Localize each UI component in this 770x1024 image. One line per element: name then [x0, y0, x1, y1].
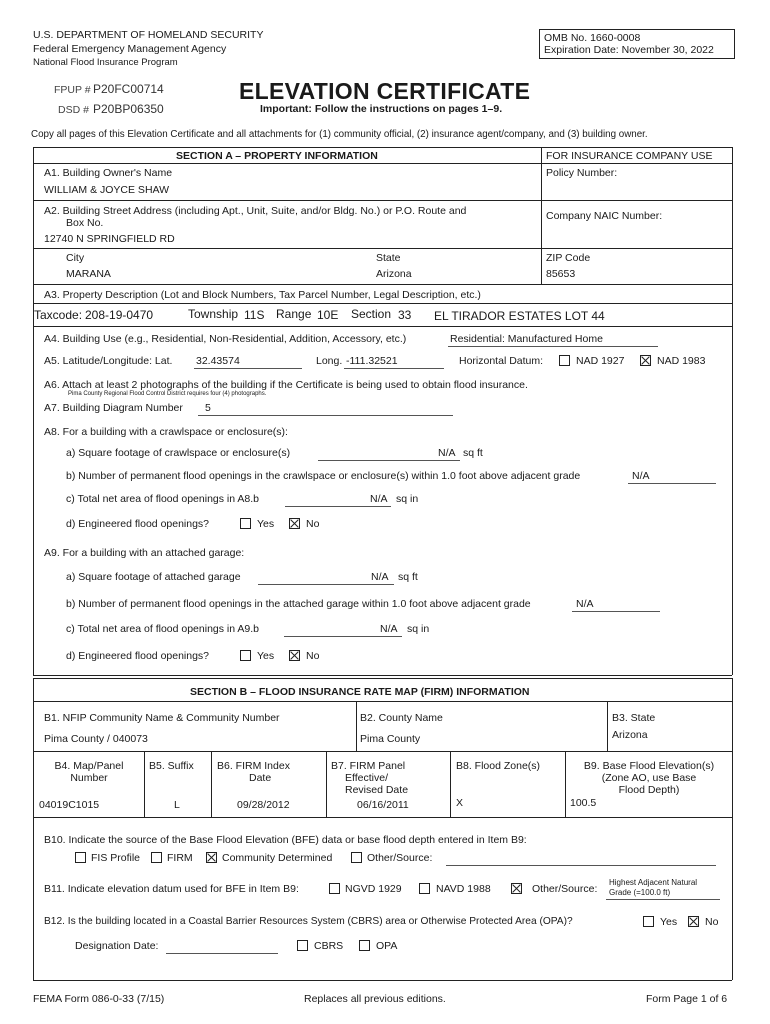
b6-label-line2: Date — [249, 772, 272, 784]
a8c-unit: sq in — [396, 493, 419, 505]
a4-label: A4. Building Use (e.g., Residential, Non-Residential, Addition, Accessory, etc.) — [44, 333, 407, 345]
naic-number-label: Company NAIC Number: — [546, 210, 663, 222]
copy-instructions: Copy all pages of this Elevation Certificate and all attachments for (1) community official, (2) insurance agent/company, and (3) building owner. — [31, 129, 648, 140]
b11-ngvd-label: NGVD 1929 — [345, 883, 402, 895]
expiration-date: Expiration Date: November 30, 2022 — [544, 44, 714, 56]
a8d-label: d) Engineered flood openings? — [66, 518, 210, 530]
a9a-unit: sq ft — [398, 571, 418, 583]
nad1927-label: NAD 1927 — [576, 355, 625, 367]
b11-other-checkbox[interactable] — [511, 883, 522, 894]
b7-label-line1: B7. FIRM Panel — [331, 760, 406, 772]
form-number: FEMA Form 086-0-33 (7/15) — [33, 993, 165, 1005]
a8a-label: a) Square footage of crawlspace or enclosure(s) — [66, 447, 291, 459]
page-number: Form Page 1 of 6 — [646, 993, 728, 1005]
a5-latitude[interactable]: 32.43574 — [196, 355, 240, 367]
a8d-yes-checkbox[interactable] — [240, 518, 251, 529]
b11-note-line1: Highest Adjacent Natural — [609, 878, 698, 887]
b10-fis-checkbox[interactable] — [75, 852, 86, 863]
b7-label-line2: Effective/ — [345, 772, 388, 784]
b8-flood-zone[interactable]: X — [456, 797, 464, 809]
a3-range-value[interactable]: 10E — [317, 308, 339, 322]
state-label: State — [376, 252, 401, 264]
a9c-label: c) Total net area of flood openings in A9.b — [66, 623, 260, 635]
b12-label: B12. Is the building located in a Coastal Barrier Resources System (CBRS) area or Otherwise Protected Area (OPA)? — [44, 916, 573, 927]
zip-label: ZIP Code — [546, 252, 591, 264]
b10-label: B10. Indicate the source of the Base Flood Elevation (BFE) data or base flood depth entered in Item B9: — [44, 834, 527, 846]
dsd-label: DSD # — [58, 104, 89, 116]
a7-label: A7. Building Diagram Number — [44, 402, 183, 414]
b10-community-label: Community Determined — [222, 852, 333, 864]
b9-label-line2: (Zone AO, use Base — [601, 772, 697, 784]
b10-other-checkbox[interactable] — [351, 852, 362, 863]
cbrs-checkbox[interactable] — [297, 940, 308, 951]
agency-name: Federal Emergency Management Agency — [33, 43, 227, 55]
b7-firm-panel-date[interactable]: 06/16/2011 — [357, 799, 409, 811]
a8-label: A8. For a building with a crawlspace or enclosure(s): — [44, 426, 288, 438]
dsd-value: P20BP06350 — [93, 102, 164, 116]
b9-label-line3: Flood Depth) — [618, 784, 680, 796]
b4-label-line1: B4. Map/Panel — [54, 760, 124, 772]
a8a-unit: sq ft — [463, 447, 483, 459]
b11-label: B11. Indicate elevation datum used for BFE in Item B9: — [44, 883, 299, 895]
a8c-value[interactable]: N/A — [370, 493, 388, 505]
b3-state[interactable]: Arizona — [612, 729, 648, 741]
designation-date-label: Designation Date: — [75, 940, 159, 952]
a3-taxcode-label: Taxcode: — [34, 308, 83, 322]
a9a-value[interactable]: N/A — [371, 571, 389, 583]
important-note: Important: Follow the instructions on pages 1–9. — [260, 103, 503, 115]
program-name: National Flood Insurance Program — [33, 57, 178, 68]
a8d-yes-label: Yes — [257, 518, 275, 530]
opa-label: OPA — [376, 940, 398, 952]
b11-other-note — [609, 878, 697, 897]
a5-datum-label: Horizontal Datum: — [459, 355, 544, 367]
a3-township-label: Township — [188, 307, 239, 321]
b11-navd-label: NAVD 1988 — [436, 883, 491, 895]
a3-taxcode-value[interactable]: 208-19-0470 — [85, 308, 154, 322]
b5-suffix[interactable]: L — [174, 799, 180, 811]
city-value[interactable]: MARANA — [66, 268, 111, 280]
omb-box — [539, 29, 735, 59]
a9d-yes-checkbox[interactable] — [240, 650, 251, 661]
section-b-title: SECTION B – FLOOD INSURANCE RATE MAP (FIRM) INFORMATION — [190, 686, 530, 698]
a9d-no-label: No — [306, 650, 320, 662]
a7-diagram-number[interactable]: 5 — [205, 402, 211, 414]
b10-firm-checkbox[interactable] — [151, 852, 162, 863]
a9c-unit: sq in — [407, 623, 430, 635]
b1-label: B1. NFIP Community Name & Community Number — [44, 712, 280, 724]
b10-fis-label: FIS Profile — [91, 852, 141, 864]
a9d-yes-label: Yes — [257, 650, 275, 662]
a9b-label: b) Number of permanent flood openings in the attached garage within 1.0 foot above adjacent grade — [66, 598, 531, 610]
a9b-value[interactable]: N/A — [576, 598, 594, 610]
a6-county-note: Pima County Regional Flood Control District requires four (4) photographs. — [68, 391, 267, 397]
a9d-label: d) Engineered flood openings? — [66, 650, 210, 662]
b10-firm-label: FIRM — [167, 852, 193, 864]
b12-no-label: No — [705, 916, 719, 928]
b11-ngvd-checkbox[interactable] — [329, 883, 340, 894]
section-a-title: SECTION A – PROPERTY INFORMATION — [176, 150, 378, 162]
a5-long-label: Long. — [316, 355, 343, 367]
b4-label-line2: Number — [70, 772, 108, 784]
b8-label: B8. Flood Zone(s) — [456, 760, 541, 772]
replaces-note: Replaces all previous editions. — [304, 993, 446, 1005]
nad1983-label: NAD 1983 — [657, 355, 706, 367]
b11-other-label: Other/Source: — [532, 883, 598, 895]
b1-community[interactable]: Pima County / 040073 — [44, 733, 148, 745]
b2-label: B2. County Name — [360, 712, 443, 724]
a3-range-label: Range — [276, 307, 312, 321]
b9-label — [566, 760, 732, 796]
a3-section-label: Section — [351, 307, 392, 321]
b5-label: B5. Suffix — [149, 760, 194, 772]
a9d-no-checkbox[interactable] — [289, 650, 300, 661]
a5-longitude[interactable]: -111.32521 — [346, 355, 398, 367]
a2-label-line2: Box No. — [66, 217, 104, 229]
a8d-no-checkbox[interactable] — [289, 518, 300, 529]
b12-yes-checkbox[interactable] — [643, 916, 654, 927]
state-value[interactable]: Arizona — [376, 268, 412, 280]
a3-section-value[interactable]: 33 — [398, 308, 412, 322]
omb-number: OMB No. 1660-0008 — [544, 32, 641, 44]
b3-label: B3. State — [612, 712, 656, 724]
a4-building-use[interactable]: Residential: Manufactured Home — [450, 333, 603, 345]
insurance-use-title: FOR INSURANCE COMPANY USE — [546, 150, 713, 162]
a8a-value[interactable]: N/A — [438, 447, 456, 459]
b4-label — [33, 760, 145, 784]
opa-checkbox[interactable] — [359, 940, 370, 951]
a3-legal-description[interactable]: EL TIRADOR ESTATES LOT 44 — [434, 309, 605, 323]
b6-firm-index-date[interactable]: 09/28/2012 — [237, 799, 290, 811]
b7-label-line3: Revised Date — [345, 784, 409, 796]
cbrs-label: CBRS — [314, 940, 344, 952]
policy-number-label: Policy Number: — [546, 167, 618, 179]
a3-township-value[interactable]: 11S — [244, 308, 265, 322]
fpup-label: FPUP # — [54, 84, 91, 96]
zip-value[interactable]: 85653 — [546, 268, 576, 280]
b11-navd-checkbox[interactable] — [419, 883, 430, 894]
city-label: City — [66, 252, 85, 264]
nad1983-checkbox[interactable] — [640, 355, 651, 366]
b12-yes-label: Yes — [660, 916, 678, 928]
department-name: U.S. DEPARTMENT OF HOMELAND SECURITY — [33, 29, 264, 41]
b9-label-line1: B9. Base Flood Elevation(s) — [583, 760, 715, 772]
a5-lat-label: A5. Latitude/Longitude: Lat. — [44, 355, 173, 367]
nad1927-checkbox[interactable] — [559, 355, 570, 366]
b2-county[interactable]: Pima County — [360, 733, 421, 745]
b11-note-line2: Grade (=100.0 ft) — [609, 887, 671, 897]
a8c-label: c) Total net area of flood openings in A8.b — [66, 493, 260, 505]
a9c-value[interactable]: N/A — [380, 623, 398, 635]
b12-no-checkbox[interactable] — [688, 916, 699, 927]
document-title: ELEVATION CERTIFICATE — [239, 78, 531, 104]
a8b-label: b) Number of permanent flood openings in the crawlspace or enclosure(s) within 1.0 foot above adjacent grade — [66, 470, 581, 482]
b9-bfe-value[interactable]: 100.5 — [570, 797, 597, 809]
a3-label: A3. Property Description (Lot and Block Numbers, Tax Parcel Number, Legal Description, etc.) — [44, 289, 481, 301]
a2-label-line1: A2. Building Street Address (including Apt., Unit, Suite, and/or Bldg. No.) or P.O. Route and — [44, 205, 467, 217]
a1-owner-name[interactable]: WILLIAM & JOYCE SHAW — [44, 184, 170, 196]
a6-label: A6. Attach at least 2 photographs of the building if the Certificate is being used to obtain flood insurance. — [44, 379, 528, 391]
a9a-label: a) Square footage of attached garage — [66, 571, 241, 583]
a8d-no-label: No — [306, 518, 320, 530]
b6-label-line1: B6. FIRM Index — [217, 760, 290, 772]
a2-street-address[interactable]: 12740 N SPRINGFIELD RD — [44, 233, 175, 245]
b4-map-panel[interactable]: 04019C1015 — [39, 799, 100, 811]
a1-label: A1. Building Owner's Name — [44, 167, 173, 179]
a9-label: A9. For a building with an attached garage: — [44, 547, 245, 559]
a8b-value[interactable]: N/A — [632, 470, 650, 482]
b10-community-checkbox[interactable] — [206, 852, 217, 863]
fpup-value: P20FC00714 — [93, 82, 164, 96]
b10-other-label: Other/Source: — [367, 852, 433, 864]
